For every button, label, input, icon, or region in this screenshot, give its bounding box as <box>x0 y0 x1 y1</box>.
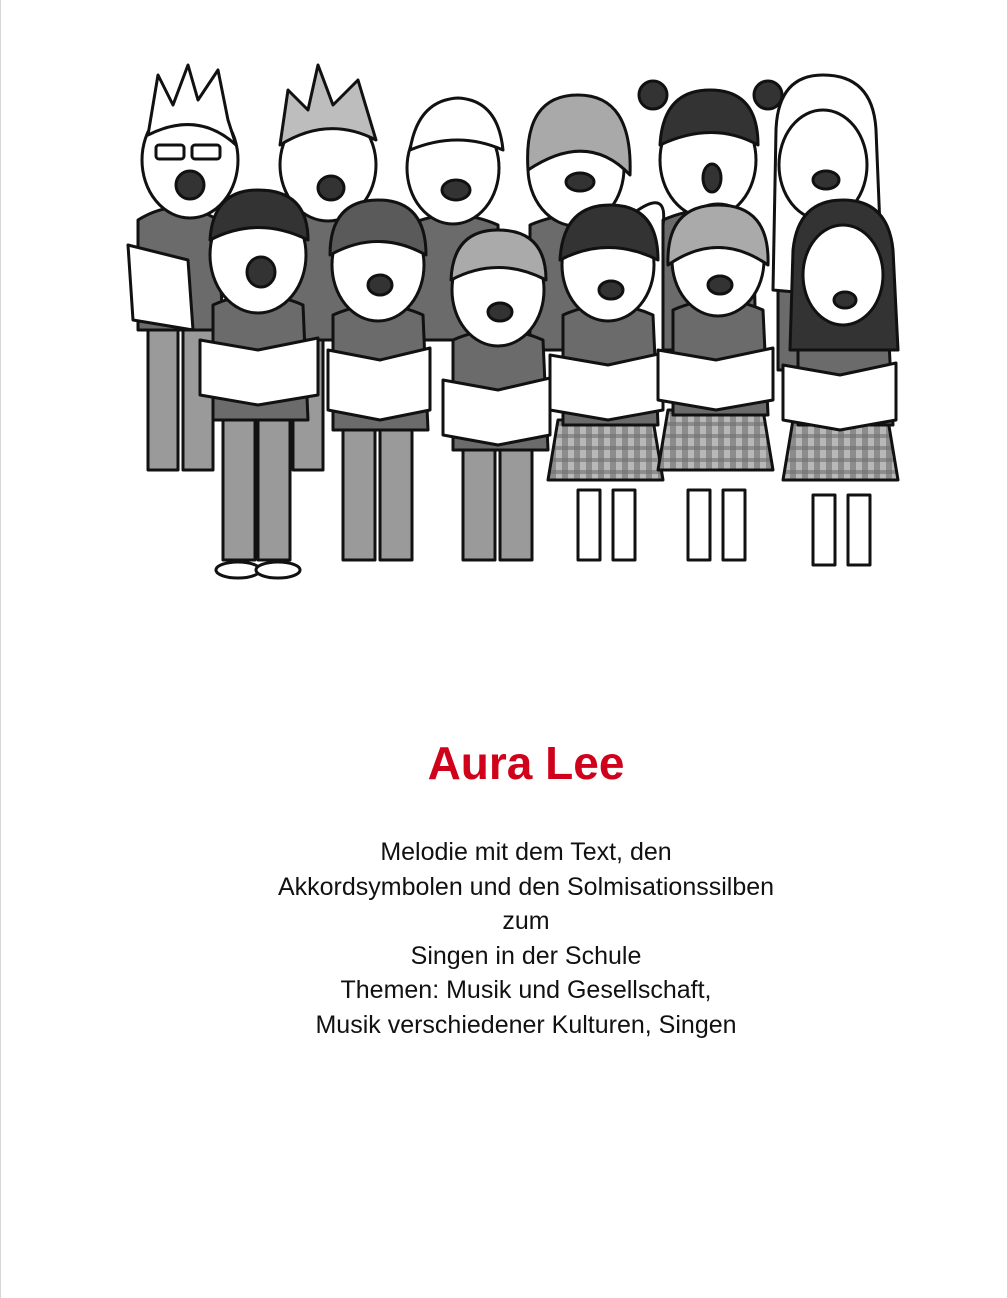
description-line-3: zum <box>502 907 550 935</box>
description-line-2: Akkordsymbolen und den Solmisationssilben <box>277 872 775 901</box>
singer-boy-black-hair <box>200 190 318 578</box>
children-choir-illustration <box>118 50 908 585</box>
description-block <box>0 835 1007 1042</box>
singer-girl-ponytail <box>548 203 664 560</box>
description-line-1: Melodie mit dem Text, den <box>380 838 672 866</box>
description-line-6: Musik verschiedener Kulturen, Singen <box>315 1010 737 1039</box>
page-edge <box>0 0 1 1298</box>
singer-girl-curly <box>658 204 773 560</box>
singer-boy-light-hair <box>443 230 550 560</box>
page-title: Aura Lee <box>427 737 625 789</box>
description-line-5: Themen: Musik und Gesellschaft, <box>340 976 712 1004</box>
singer-girl-straight-black-hair <box>783 200 898 565</box>
singer-boy-dark-bowl <box>328 200 430 560</box>
description-line-4: Singen in der Schule <box>410 941 642 970</box>
